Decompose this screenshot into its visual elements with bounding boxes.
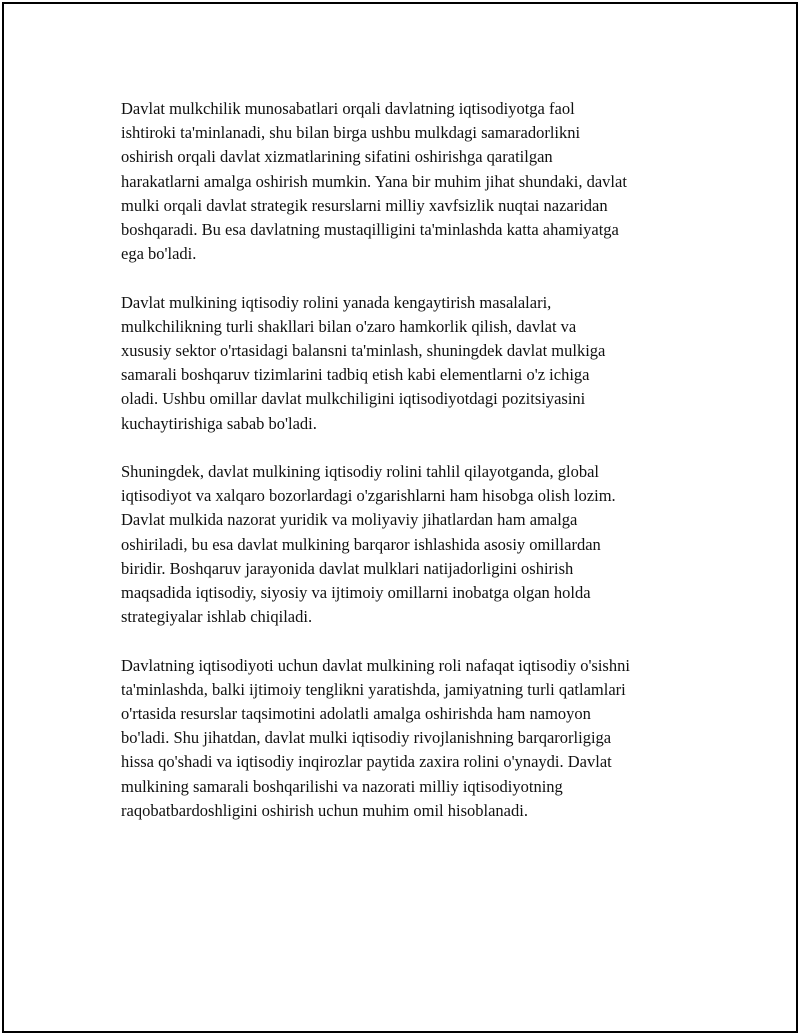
text-line: ta'minlashda, balki ijtimoiy tenglikni yaratishda, jamiyatning turli qatlamlari [121, 679, 626, 699]
text-line: strategiyalar ishlab chiqiladi. [121, 607, 313, 627]
paragraph-4 [121, 654, 696, 823]
text-line: biridir. Boshqaruv jarayonida davlat mulklari natijadorligini oshirish [121, 558, 574, 578]
text-line: samarali boshqaruv tizimlarini tadbiq etish kabi elementlarni o'z ichiga [121, 365, 590, 385]
page-frame [2, 2, 798, 1033]
text-line: mulkining samarali boshqarilishi va nazorati milliy iqtisodiyotning [121, 776, 563, 796]
text-line: harakatlarni amalga oshirish mumkin. Yana bir muhim jihat shundaki, davlat [121, 171, 627, 191]
text-line: Davlat mulkining iqtisodiy rolini yanada kengaytirish masalalari, [121, 292, 552, 312]
text-line: Davlat mulkchilik munosabatlari orqali davlatning iqtisodiyotga faol [121, 99, 575, 118]
text-line: Davlat mulkida nazorat yuridik va moliyaviy jihatlardan ham amalga [121, 510, 578, 530]
text-line: Davlatning iqtisodiyoti uchun davlat mulkining roli nafaqat iqtisodiy o'sishni [121, 655, 630, 675]
text-line: maqsadida iqtisodiy, siyosiy va ijtimoiy omillarni inobatga olgan holda [121, 583, 591, 603]
document-body [121, 97, 696, 847]
text-line: ega bo'ladi. [121, 244, 197, 264]
text-line: boshqaradi. Bu esa davlatning mustaqilligini ta'minlashda katta ahamiyatga [121, 220, 619, 240]
text-line: oladi. Ushbu omillar davlat mulkchiligini iqtisodiyotdagi pozitsiyasini [121, 389, 586, 409]
text-line: mulkchilikning turli shakllari bilan o'zaro hamkorlik qilish, davlat va [121, 316, 577, 336]
paragraph-1 [121, 97, 696, 266]
paragraph-3 [121, 460, 696, 629]
text-line: Shuningdek, davlat mulkining iqtisodiy rolini tahlil qilayotganda, global [121, 462, 599, 482]
text-line: o'rtasida resurslar taqsimotini adolatli amalga oshirishda ham namoyon [121, 704, 591, 724]
paragraph-2 [121, 291, 696, 436]
text-line: ishtiroki ta'minlanadi, shu bilan birga ushbu mulkdagi samaradorlikni [121, 123, 581, 143]
text-line: raqobatbardoshligini oshirish uchun muhim omil hisoblanadi. [121, 800, 528, 820]
text-line: xususiy sektor o'rtasidagi balansni ta'minlash, shuningdek davlat mulkiga [121, 341, 606, 361]
text-line: oshiriladi, bu esa davlat mulkining barqaror ishlashida asosiy omillardan [121, 534, 601, 554]
text-line: oshirish orqali davlat xizmatlarining sifatini oshirishga qaratilgan [121, 147, 553, 167]
text-line: iqtisodiyot va xalqaro bozorlardagi o'zgarishlarni ham hisobga olish lozim. [121, 486, 616, 506]
text-line: hissa qo'shadi va iqtisodiy inqirozlar paytida zaxira rolini o'ynaydi. Davlat [121, 752, 612, 772]
text-line: bo'ladi. Shu jihatdan, davlat mulki iqtisodiy rivojlanishning barqarorligiga [121, 728, 612, 748]
text-line: mulki orqali davlat strategik resurslarni milliy xavfsizlik nuqtai nazaridan [121, 195, 608, 215]
text-line: kuchaytirishiga sabab bo'ladi. [121, 413, 317, 433]
